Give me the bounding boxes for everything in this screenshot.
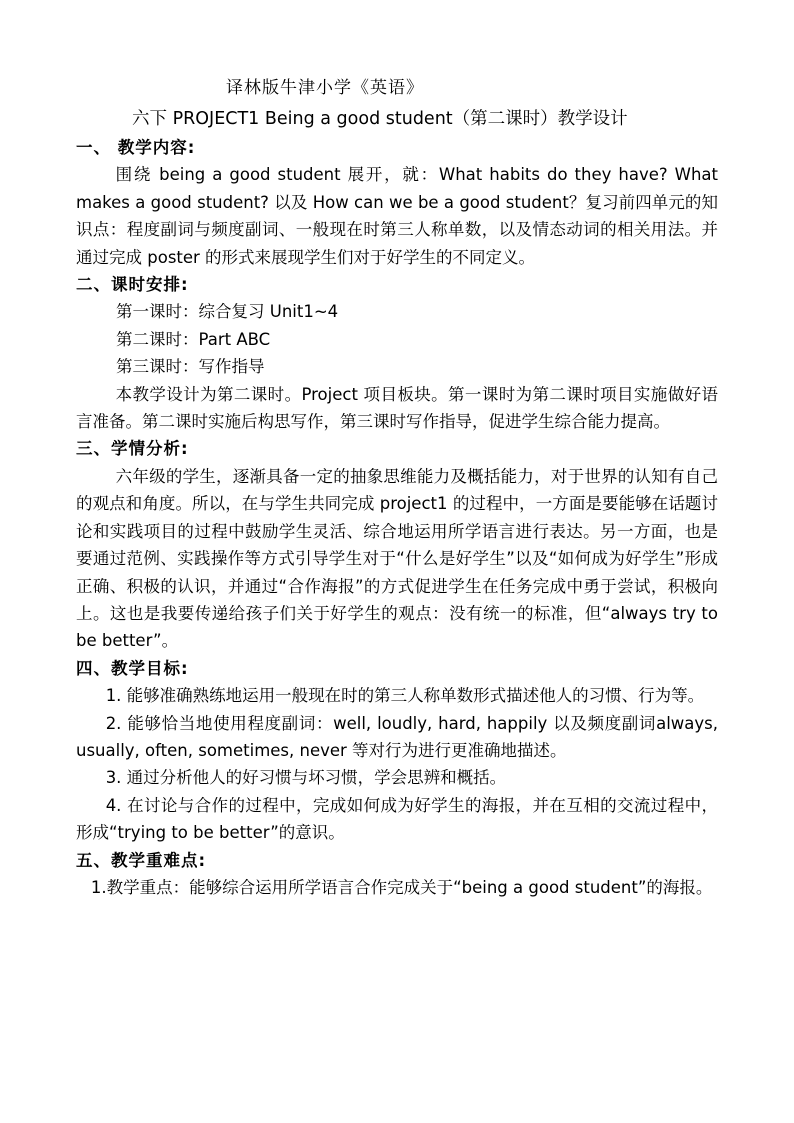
section-heading-schedule: 二、课时安排:	[76, 275, 189, 295]
section-heading-key-points: 五、教学重难点:	[76, 850, 207, 870]
goal-item: 1. 能够准确熟练地运用一般现在时的第三人称单数形式描述他人的习惯、行为等。	[105, 686, 705, 706]
section-heading-content: 一、 教学内容:	[76, 138, 196, 157]
key-point-item: 1.教学重点：能够综合运用所学语言合作完成关于“being a good student”的海报。	[90, 877, 713, 897]
schedule-item: 第一课时：综合复习 Unit1~4	[116, 302, 339, 322]
document-body	[76, 134, 718, 901]
section-heading-analysis: 三、学情分析:	[76, 439, 189, 459]
schedule-item: 第三课时：写作指导	[116, 357, 265, 377]
goal-item: 4. 在讨论与合作的过程中，完成如何成为好学生的海报，并在互相的交流过程中，形成“trying to be better”的意识。	[76, 795, 718, 843]
content-paragraph: 围绕 being a good student 展开，就：What habits do they have? What makes a good student? 以及 How can we be a good student？复习前四单元的知识点：程度副词与频度副词、一般现在时第三人称单数，以及情态动词的相关用法。并通过完成 poster 的形式来展现学生们对于好学生的不同定义。	[76, 165, 718, 267]
goal-item: 3. 通过分析他人的好习惯与坏习惯，学会思辨和概括。	[105, 768, 507, 788]
schedule-paragraph: 本教学设计为第二课时。Project 项目板块。第一课时为第二课时项目实施做好语言准备。第二课时实施后构思写作，第三课时写作指导，促进学生综合能力提高。	[76, 384, 718, 432]
schedule-item: 第二课时：Part ABC	[116, 329, 271, 349]
goal-item: 2. 能够恰当地使用程度副词：well, loudly, hard, happily 以及频度副词always, usually, often, sometimes, never 等对行为进行更准确地描述。	[76, 713, 718, 760]
section-heading-goals: 四、教学目标:	[76, 658, 189, 678]
document-series-title: 译林版牛津小学《英语》	[226, 78, 424, 98]
analysis-paragraph: 六年级的学生，逐渐具备一定的抽象思维能力及概括能力，对于世界的认知有自己的观点和角度。所以，在与学生共同完成 project1 的过程中，一方面是要能够在话题讨论和实践项目的过程中鼓励学生灵活、综合地运用所学语言进行表达。另一方面，也是要通过范例、实践操作等方式引导学生对于“什么是好学生”以及“如何成为好学生”形成正确、积极的认识，并通过“合作海报”的方式促进学生在任务完成中勇于尝试，积极向上。这也是我要传递给孩子们关于好学生的观点：没有统一的标准，但“always try to be better”。	[76, 466, 718, 651]
document-title: 六下 PROJECT1 Being a good student（第二课时）教学设计	[132, 109, 628, 129]
